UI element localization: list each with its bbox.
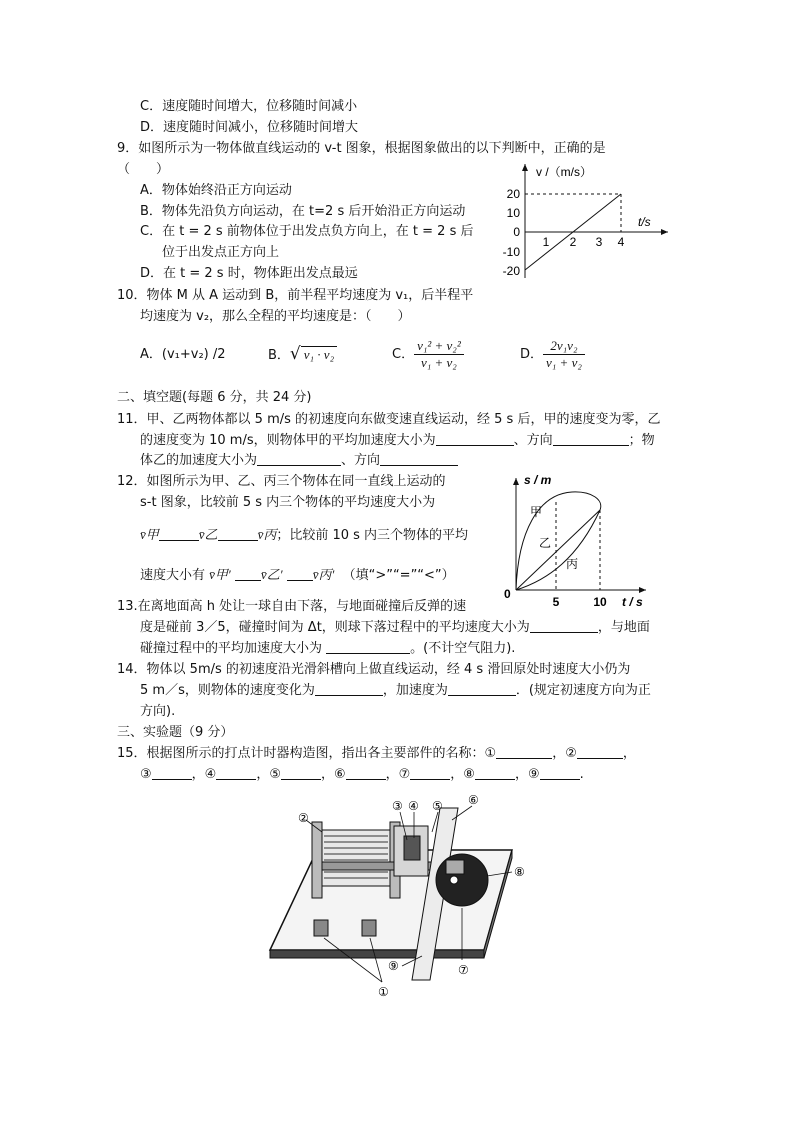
answer-blank[interactable] (448, 683, 516, 696)
st-graph (496, 472, 662, 614)
timer-terminal (314, 920, 328, 936)
q10-option-c (392, 336, 464, 374)
q13-text: 碰撞过程中的平均加速度大小为 (140, 641, 323, 656)
st-xtick: 5 (552, 595, 560, 609)
q11-line-2 (140, 432, 655, 449)
q15-text: ，⑨ (514, 767, 540, 782)
ticker-timer-diagram (262, 790, 547, 1005)
q14-line-3: 方向). (140, 704, 176, 719)
q10-option-d-label: D． (520, 347, 544, 362)
st-label-jia: 甲 (530, 505, 543, 519)
st-y-label: s / m (524, 473, 552, 487)
q10-option-b-label: B． (268, 348, 290, 363)
answer-blank[interactable] (540, 767, 580, 780)
q9-option-a: A．物体始终沿正方向运动 (140, 183, 292, 198)
vt-ytick: 0 (513, 225, 520, 239)
vt-ytick: -10 (502, 245, 520, 259)
q11-text: 的速度变为 10 m/s，则物体甲的平均加速度大小为 (140, 433, 436, 448)
avg-velocity-jia-10s: v̄甲′ (209, 567, 231, 582)
timer-label-1: ① (378, 985, 389, 999)
section-heading-fill-in: 二、填空题(每题 6 分，共 24 分) (117, 390, 312, 405)
q10-option-d (520, 336, 585, 374)
st-label-yi: 乙 (539, 536, 552, 550)
q8-option-d: D．速度随时间减小，位移随时间增大 (140, 120, 359, 135)
q12-line-1: 12．如图所示为甲、乙、丙三个物体在同一直线上运动的 (117, 474, 446, 489)
q15-text: ③ (140, 767, 152, 782)
q15-line-1 (117, 745, 636, 762)
answer-blank[interactable] (410, 767, 450, 780)
answer-blank[interactable] (257, 453, 341, 466)
q10-option-d-fraction (543, 338, 585, 371)
vt-xtick: 3 (595, 235, 603, 249)
q14-text: ．(规定初速度方向为正 (515, 683, 651, 698)
answer-blank[interactable] (475, 767, 515, 780)
q13-text: 。(不计空气阻力). (410, 641, 516, 656)
q15-text: ，⑧ (450, 767, 475, 782)
answer-blank[interactable] (436, 433, 514, 446)
timer-label-8: ⑧ (514, 865, 525, 879)
answer-blank[interactable] (577, 746, 623, 759)
timer-base-edge (270, 950, 484, 958)
q13-line-1: 13.在离地面高 h 处让一球自由下落，与地面碰撞后反弹的速 (117, 599, 467, 614)
avg-velocity-bing-10s: v̄丙′ (312, 567, 335, 582)
q14-line-2 (140, 682, 651, 699)
timer-terminal (362, 920, 376, 936)
q15-text: 15．根据图所示的打点计时器构造图，指出各主要部件的名称：① (117, 746, 497, 761)
answer-blank[interactable] (281, 767, 321, 780)
q15-text: ，④ (191, 767, 217, 782)
vt-y-label: v /（m/s） (536, 165, 592, 179)
q13-text: 度是碰前 3／5，碰撞时间为 Δt，则球下落过程中的平均速度大小为 (140, 620, 530, 635)
timer-label-3: ③ (392, 799, 403, 813)
q14-text: ，加速度为 (382, 683, 448, 698)
q11-text: 、方向 (341, 453, 381, 468)
q15-text: ， (622, 746, 636, 761)
q9-answer-bracket: （ ） (117, 162, 170, 177)
q10-option-c-label: C． (392, 347, 415, 362)
q14-line-1: 14．物体以 5m/s 的初速度沿光滑斜槽向上做直线运动，经 4 s 滑回原处时速度大小仍为 (117, 662, 631, 677)
q15-text: ，⑦ (385, 767, 411, 782)
q9-option-d: D．在 t = 2 s 时，物体距出发点最远 (140, 266, 358, 281)
answer-blank[interactable] (218, 528, 258, 541)
vt-xtick: 4 (617, 235, 625, 249)
q10-option-d-den: v₁ + v₂ (546, 355, 582, 370)
q10-option-c-fraction (414, 338, 464, 371)
avg-velocity-yi: v̄乙 (198, 527, 218, 542)
answer-blank[interactable] (152, 767, 192, 780)
q13-line-3 (140, 640, 515, 657)
answer-blank[interactable] (530, 620, 598, 633)
q12-text: 速度大小有 (140, 568, 206, 583)
answer-blank[interactable] (380, 453, 458, 466)
st-series-yi (516, 510, 600, 590)
timer-label-5: ⑤ (432, 799, 443, 813)
q15-text: ，⑥ (320, 767, 346, 782)
q12-line-2: s-t 图象，比较前 5 s 内三个物体的平均速度大小为 (140, 495, 436, 510)
q9-option-c-cont: 位于出发点正方向上 (162, 245, 280, 260)
timer-label-6: ⑥ (468, 793, 479, 807)
answer-blank[interactable] (315, 683, 383, 696)
answer-blank[interactable] (346, 767, 386, 780)
q12-text: ；比较前 10 s 内三个物体的平均 (276, 528, 469, 543)
answer-blank[interactable] (553, 433, 629, 446)
q15-line-2 (140, 766, 584, 783)
q12-text: （填“>”“=”“<”） (342, 568, 455, 583)
q15-text: ，② (552, 746, 577, 761)
vt-xtick: 2 (569, 235, 577, 249)
vt-x-label: t/s (638, 215, 651, 229)
vt-ytick: -20 (502, 264, 520, 278)
st-origin: 0 (504, 587, 511, 601)
st-label-bing: 丙 (566, 557, 579, 571)
q8-option-c: C．速度随时间增大，位移随时间减小 (140, 99, 358, 114)
sqrt-icon: √ (289, 344, 301, 364)
vt-ytick: 10 (506, 206, 520, 220)
answer-blank[interactable] (235, 568, 261, 581)
answer-blank[interactable] (326, 641, 410, 654)
q10-option-b (268, 346, 337, 364)
timer-label-4: ④ (408, 799, 419, 813)
q10-option-b-expr: v₁ · v₂ (301, 346, 337, 362)
q11-text: 体乙的加速度大小为 (140, 453, 258, 468)
q11-line-3 (140, 452, 458, 469)
avg-velocity-yi-10s: v̄乙′ (260, 567, 283, 582)
q10-stem: 10．物体 M 从 A 运动到 B，前半程平均速度为 v₁，后半程平 (117, 288, 474, 303)
q10-option-c-num: v₁² + v₂² (414, 338, 464, 355)
q9-stem: 9．如图所示为一物体做直线运动的 v-t 图象，根据图象做出的以下判断中，正确的是 (117, 141, 606, 156)
timer-label-7: ⑦ (458, 963, 469, 977)
answer-blank[interactable] (496, 746, 552, 759)
q10-option-a: A．(v₁+v₂) /2 (140, 347, 226, 362)
answer-blank[interactable] (159, 528, 199, 541)
vt-graph (500, 160, 670, 285)
avg-velocity-bing: v̄丙 (257, 527, 277, 542)
q9-option-c: C．在 t = 2 s 前物体位于出发点负方向上，在 t = 2 s 后 (140, 224, 474, 239)
q9-option-b: B．物体先沿负方向运动，在 t=2 s 后开始沿正方向运动 (140, 204, 466, 219)
q11-text: ；物 (628, 433, 655, 448)
answer-blank[interactable] (216, 767, 256, 780)
timer-label-9: ⑨ (388, 959, 399, 973)
q12-line-4 (140, 566, 455, 584)
st-series-jia (516, 492, 601, 590)
q12-line-3 (140, 526, 468, 544)
timer-label-2: ② (298, 811, 309, 825)
avg-velocity-jia: v̄甲 (140, 527, 159, 542)
st-xtick: 10 (593, 595, 607, 609)
q11-line-1: 11．甲、乙两物体都以 5 m/s 的初速度向东做变速直线运动，经 5 s 后，甲的速度变为零，乙 (117, 412, 661, 427)
q14-text: 5 m／s，则物体的速度变化为 (140, 683, 315, 698)
q11-text: 、方向 (513, 433, 553, 448)
q10-option-c-den: v₁ + v₂ (420, 355, 457, 370)
vt-ytick: 20 (506, 187, 520, 201)
q13-line-2 (140, 619, 650, 636)
vt-xtick: 1 (542, 235, 550, 249)
q13-text: ，与地面 (597, 620, 650, 635)
q15-text: ，⑤ (256, 767, 281, 782)
q10-option-d-num: 2v₁v₂ (543, 338, 585, 355)
answer-blank[interactable] (287, 568, 313, 581)
q15-text: . (579, 767, 584, 782)
st-x-label: t / s (622, 595, 643, 609)
q10-stem-cont: 均速度为 v₂，那么全程的平均速度是：（ ） (140, 309, 411, 324)
section-heading-experiment: 三、实验题（9 分） (117, 725, 234, 740)
